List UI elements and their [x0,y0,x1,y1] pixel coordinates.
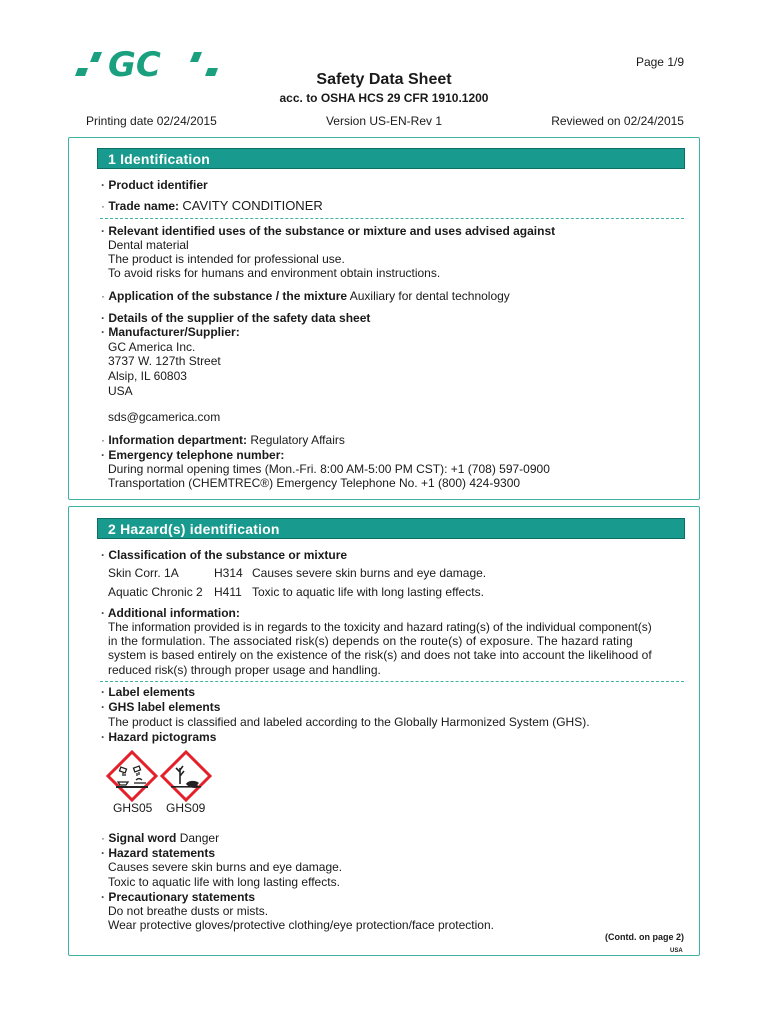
version: Version US-EN-Rev 1 [325,114,443,128]
precautionary-statement: Wear protective gloves/protective clothing/eye protection/face protection. [108,918,494,932]
supplier-details-label: · Details of the supplier of the safety data sheet [101,311,371,325]
additional-info-label: · Additional information: [101,606,240,620]
corrosion-icon [106,750,158,802]
information-department-row: · Information department: Regulatory Affairs [101,433,345,447]
trade-name-row: · Trade name: CAVITY CONDITIONER [101,198,323,213]
environment-icon [160,750,212,802]
precautionary-label: · Precautionary statements [101,890,256,904]
ghs-text: The product is classified and labeled according to the Globally Harmonized System (GHS). [108,715,590,729]
uses-line: To avoid risks for humans and environment obtain instructions. [108,266,441,280]
emergency-line: During normal opening times (Mon.-Fri. 8:00 AM-5:00 PM CST): +1 (708) 597-0900 [108,462,550,476]
document-subtitle: acc. to OSHA HCS 29 CFR 1910.1200 [279,91,489,105]
address-line: GC America Inc. [108,340,196,354]
continued-note: (Contd. on page 2) [605,932,684,942]
emergency-label: · Emergency telephone number: [101,448,285,462]
hazard-statement: Causes severe skin burns and eye damage. [108,860,343,874]
reviewed-date: Reviewed on 02/24/2015 [551,114,684,128]
product-identifier-label: · Product identifier [101,178,208,192]
precautionary-statement: Do not breathe dusts or mists. [108,904,269,918]
pictogram-code: GHS09 [166,801,206,815]
section-1-header: 1 Identification [97,148,685,169]
emergency-line: Transportation (CHEMTREC®) Emergency Telephone No. +1 (800) 424-9300 [108,476,521,490]
trade-name: CAVITY CONDITIONER [182,198,323,213]
address-line: USA [108,384,133,398]
uses-label: · Relevant identified uses of the substance or mixture and uses advised against [101,224,556,238]
hazard-statement: Toxic to aquatic life with long lasting effects. [108,875,340,889]
additional-info-line: reduced risk(s) through proper usage and handling. [108,663,381,677]
address-line: Alsip, IL 60803 [108,369,187,383]
region-mark: USA [670,948,683,954]
hazard-statements-label: · Hazard statements [101,846,216,860]
page-number: Page 1/9 [635,55,684,69]
ghs-label-elements-label: · GHS label elements [101,700,221,714]
document-meta [86,114,684,128]
classification-row: Skin Corr. 1A H314 Causes severe skin burns and eye damage. [108,566,487,580]
email-link[interactable]: sds@gcamerica.com [108,410,221,424]
uses-line: The product is intended for professional use. [108,252,345,266]
label-elements-label: · Label elements [101,685,196,699]
document-title: Safety Data Sheet [316,71,452,88]
classification-label: · Classification of the substance or mixture [101,548,348,562]
printing-date: Printing date 02/24/2015 [86,114,217,128]
uses-line: Dental material [108,238,189,252]
signal-word: Danger [179,831,220,845]
classification-row: Aquatic Chronic 2 H411 Toxic to aquatic life with long lasting effects. [108,585,484,599]
application-row: · Application of the substance / the mixture Auxiliary for dental technology [101,289,510,303]
pictogram-code: GHS05 [113,801,153,815]
address-line: 3737 W. 127th Street [108,354,221,368]
hazard-pictograms-label: · Hazard pictograms [101,730,217,744]
divider [100,681,684,682]
svg-text:GC: GC [108,45,161,84]
section-2-header: 2 Hazard(s) identification [97,518,685,539]
manufacturer-label: · Manufacturer/Supplier: [101,325,240,339]
signal-word-row: · Signal word Danger [101,831,220,845]
additional-info-line: in the formulation. The associated risk(s) depends on the route(s) of exposure. The hazard rating [108,634,633,648]
divider [100,218,684,219]
additional-info-line: The information provided is in regards to the toxicity and hazard rating(s) of the individual component(s) [108,620,652,634]
additional-info-line: system is based entirely on the existence of the risk(s) and does not take into account the likelihood of [108,648,652,662]
